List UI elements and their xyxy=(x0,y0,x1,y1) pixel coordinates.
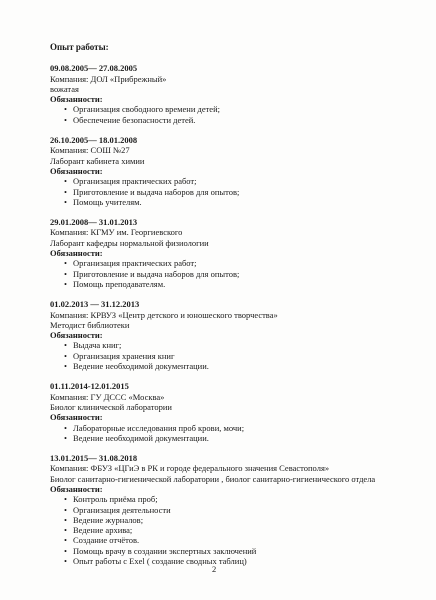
job-position: вожатая xyxy=(50,83,79,94)
duties-list xyxy=(50,340,420,371)
job-entry xyxy=(50,217,420,289)
job-entry xyxy=(50,381,420,443)
duties-label: Обязанности: xyxy=(50,330,103,341)
duty-item: • Обеспечение безопасности детей. xyxy=(64,115,420,125)
duty-item: • Приготовление и выдача наборов для опытов; xyxy=(64,269,420,279)
job-dates: 09.08.2005— 27.08.2005 xyxy=(50,63,138,74)
job-dates: 29.01.2008— 31.01.2013 xyxy=(50,217,138,228)
job-dates: 01.02.2013 — 31.12.2013 xyxy=(50,299,140,310)
duties-list xyxy=(50,494,420,566)
duties-label: Обязанности: xyxy=(50,165,103,176)
job-position: Биолог санитарно-гигиенической лаборатории , биолог санитарно-гигиенического отдела xyxy=(50,473,376,484)
duties-list xyxy=(50,176,420,207)
duty-item: • Лабораторные исследования проб крови, мочи; xyxy=(64,423,420,433)
duty-item: • Помощь врачу в создании экспертных заключений xyxy=(64,546,420,556)
duty-item: • Опыт работы с Exel ( создание сводных таблиц) xyxy=(64,556,420,566)
duty-item: • Помощь преподавателям. xyxy=(64,279,420,289)
duty-item: • Организация практических работ; xyxy=(64,258,420,268)
job-company: Компания: КРВУЗ «Центр детского и юношеского творчества» xyxy=(50,309,278,320)
job-company: Компания: ФБУЗ «ЦГиЭ в РК и городе федерального значения Севастополя» xyxy=(50,463,330,474)
duty-item: • Организация деятельности xyxy=(64,505,420,515)
duty-item: • Ведение необходимой документации. xyxy=(64,361,420,371)
duty-item: • Создание отчётов. xyxy=(64,535,420,545)
duty-item: • Помощь учителям. xyxy=(64,197,420,207)
job-position: Методист библиотеки xyxy=(50,319,130,330)
duties-list xyxy=(50,423,420,444)
job-company: Компания: КГМУ им. Георгиевского xyxy=(50,227,183,238)
job-entry xyxy=(50,135,420,207)
duty-item: • Организация хранения книг xyxy=(64,351,420,361)
duties-label: Обязанности: xyxy=(50,94,103,105)
duties-label: Обязанности: xyxy=(50,483,103,494)
duty-item: • Приготовление и выдача наборов для опытов; xyxy=(64,187,420,197)
job-dates: 13.01.2015— 31.08.2018 xyxy=(50,453,138,464)
job-position: Биолог клинической лаборатории xyxy=(50,401,172,412)
job-company: Компания: ДОЛ «Прибрежный» xyxy=(50,73,167,84)
job-entry xyxy=(50,299,420,371)
work-experience-section xyxy=(50,42,420,576)
job-company: Компания: ГУ ДССС «Москва» xyxy=(50,391,165,402)
job-dates: 26.10.2005— 18.01.2008 xyxy=(50,135,138,146)
duties-list xyxy=(50,258,420,289)
duties-label: Обязанности: xyxy=(50,248,103,259)
duty-item: • Выдача книг; xyxy=(64,340,420,350)
job-position: Лаборант кабинета химии xyxy=(50,155,145,166)
job-company: Компания: СОШ №27 xyxy=(50,145,130,156)
job-entry xyxy=(50,453,420,566)
duties-list xyxy=(50,104,420,125)
duties-label: Обязанности: xyxy=(50,412,103,423)
job-dates: 01.11.2014-12.01.2015 xyxy=(50,381,129,392)
duty-item: • Контроль приёма проб; xyxy=(64,494,420,504)
job-entry xyxy=(50,63,420,125)
page-number: 2 xyxy=(212,564,217,574)
duty-item: • Организация свободного времени детей; xyxy=(64,104,420,114)
duty-item: • Ведение журналов; xyxy=(64,515,420,525)
duty-item: • Ведение архива; xyxy=(64,525,420,535)
duty-item: • Ведение необходимой документации. xyxy=(64,433,420,443)
job-position: Лаборант кафедры нормальной физиологии xyxy=(50,237,209,248)
section-title: Опыт работы: xyxy=(50,42,109,52)
duty-item: • Организация практических работ; xyxy=(64,176,420,186)
